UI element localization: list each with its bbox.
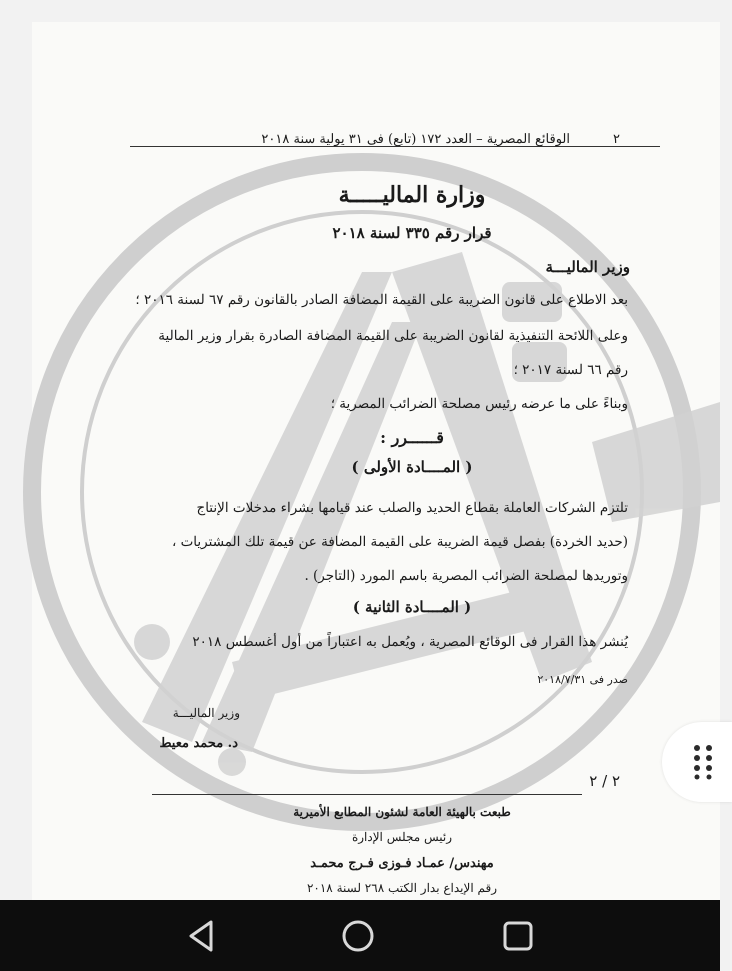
footer-printer: طبعت بالهيئة العامة لشئون المطابع الأميرية: [293, 805, 511, 819]
ministry-title: وزارة الماليـــــة: [338, 182, 486, 208]
home-icon[interactable]: [340, 918, 376, 954]
article-1-line: تلتزم الشركات العاملة بقطاع الحديد والصلب عند قيامها بشراء مدخلات الإنتاج: [196, 500, 628, 516]
preamble-line: وعلى اللائحة التنفيذية لقانون الضريبة على القيمة المضافة الصادرة بقرار وزير المالية: [158, 328, 628, 344]
status-bar: [0, 0, 720, 22]
header-page-number: ٢: [613, 132, 620, 147]
article-1-line: (حديد الخردة) بفصل قيمة الضريبة على القيمة المضافة عن قيمة تلك المشتريات ،: [171, 534, 628, 550]
preamble-line: بعد الاطلاع على قانون الضريبة على القيمة المضافة الصادر بالقانون رقم ٦٧ لسنة ٢٠١٦ ؛: [135, 292, 628, 308]
footer-board-title: رئيس مجلس الإدارة: [351, 830, 453, 844]
back-icon[interactable]: [183, 918, 219, 954]
decree-title: قرار رقم ٣٣٥ لسنة ٢٠١٨: [332, 224, 492, 242]
page-fraction: ٢ / ٢: [589, 772, 620, 790]
footer-deposit: رقم الإيداع بدار الكتب ٢٦٨ لسنة ٢٠١٨: [306, 881, 498, 895]
minister-heading: وزير الماليـــة: [545, 258, 630, 276]
floating-menu-button[interactable]: [662, 722, 732, 802]
signature-name: د. محمد معيط: [159, 736, 238, 751]
android-nav-bar: [0, 900, 720, 971]
decided-heading: قــــــرر :: [380, 428, 444, 447]
preamble-line: رقم ٦٦ لسنة ٢٠١٧ ؛: [513, 362, 628, 378]
signature-title: وزير الماليـــة: [172, 706, 240, 720]
article-2-heading: ( المــــادة الثانية ): [352, 598, 472, 616]
article-2-line: يُنشر هذا القرار فى الوقائع المصرية ، ويُعمل به اعتباراً من أول أغسطس ٢٠١٨: [192, 634, 628, 650]
footer-rule: [152, 794, 582, 795]
preamble-line: وبناءً على ما عرضه رئيس مصلحة الضرائب المصرية ؛: [330, 396, 628, 412]
document-page: [32, 22, 720, 900]
issued-date: صدر فى ٢٠١٨/٧/٣١: [537, 673, 628, 686]
recents-icon[interactable]: [500, 918, 536, 954]
grid-dots-icon: [693, 744, 713, 780]
header-title: الوقائع المصرية – العدد ١٧٢ (تابع) فى ٣١ يولية سنة ٢٠١٨: [261, 132, 570, 147]
article-1-line: وتوريدها لمصلحة الضرائب المصرية باسم المورد (التاجر) .: [304, 568, 628, 584]
article-1-heading: ( المــــادة الأولى ): [351, 458, 473, 476]
footer-chairman: مهندس/ عمـاد فـوزى فـرج محمـد: [310, 856, 494, 871]
